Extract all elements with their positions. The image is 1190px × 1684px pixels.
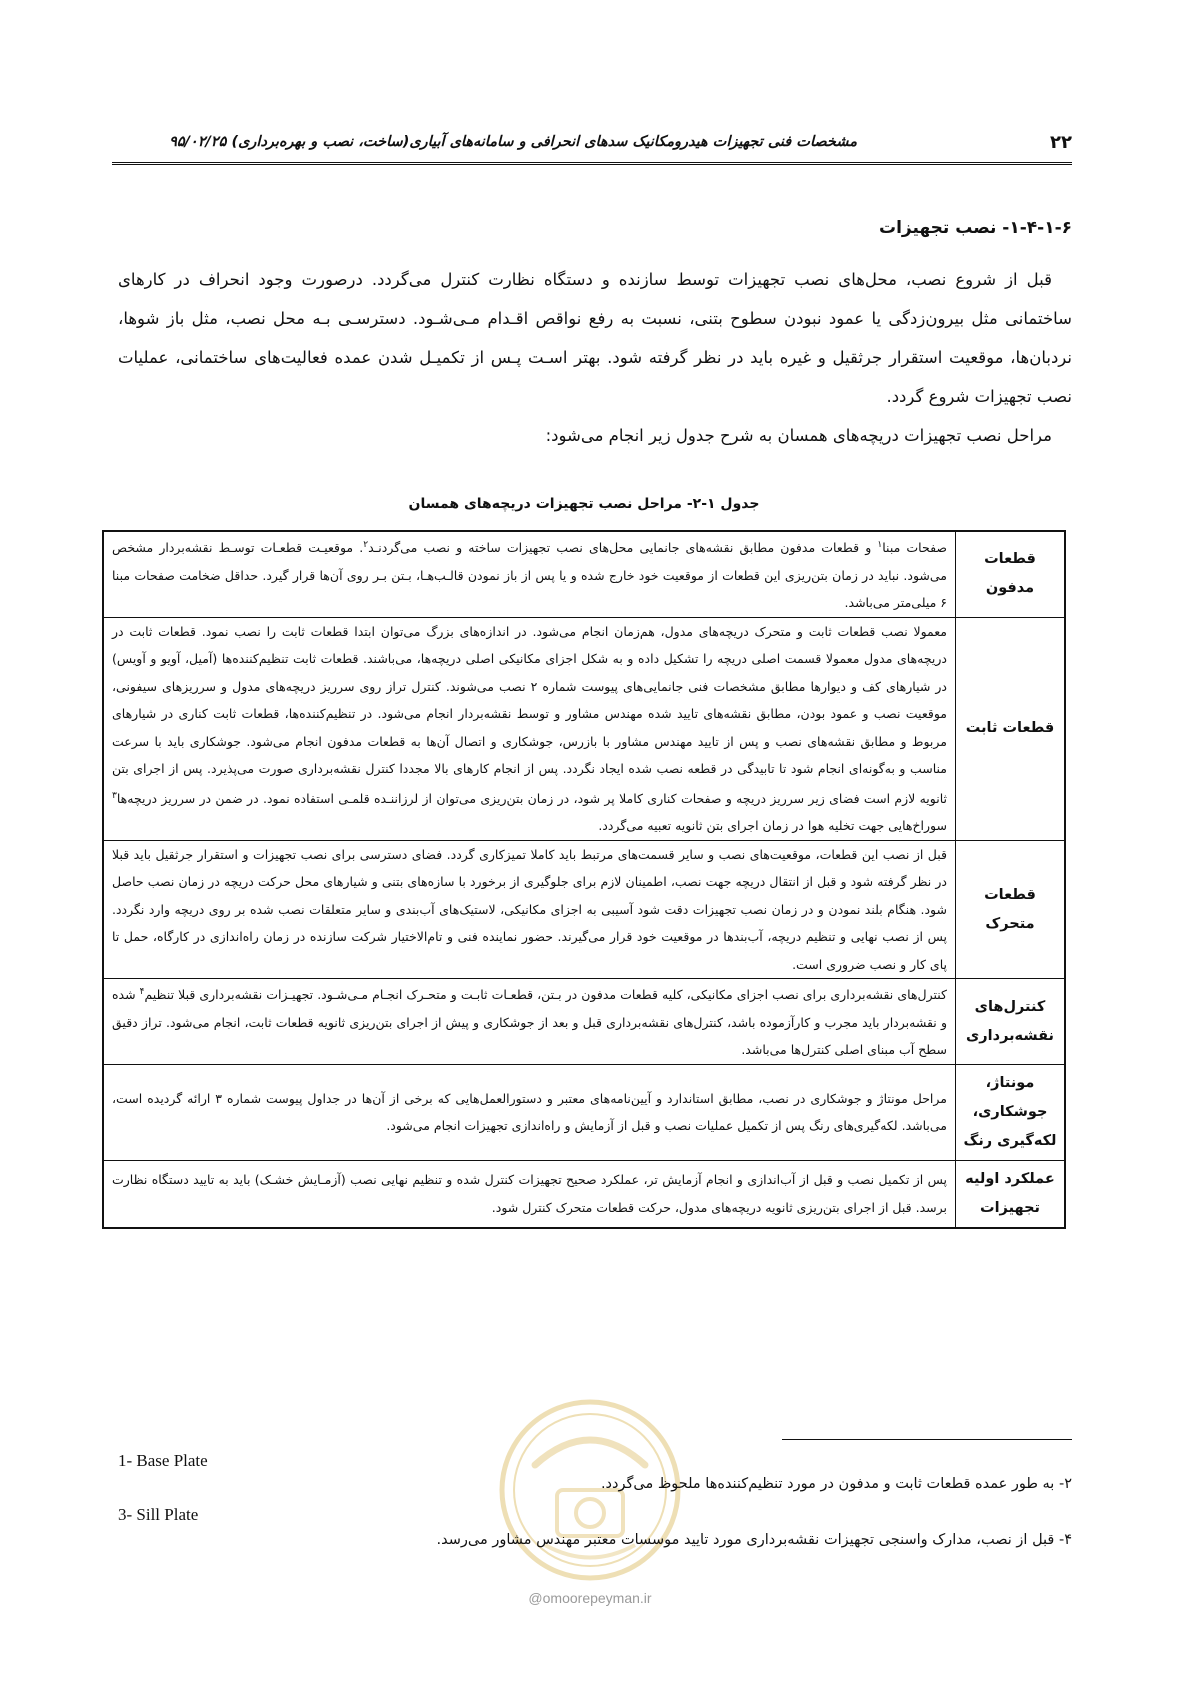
footnote-1: 1- Base Plate [118, 1451, 208, 1470]
paragraph-intro: قبل از شروع نصب، محل‌های نصب تجهیزات توسط سازنده و دستگاه نظارت کنترل می‌گردد. درصورت وجود انحراف در کارهای ساختمانی مثل بیرون‌زدگی یا عمود نبودن سطوح بتنی، نسبت به رفع نواقص اقـدام مـی‌شـود. دسترسـی بـه محل نصب، مثل باز شوها، نردبان‌ها، موقعیت استقرار جرثقیل و غیره باید در نظر گرفته شود. بهتر اسـت پـس از تکمیـل شدن عمده فعالیت‌های ساختمانی، عملیات نصب تجهیزات شروع گردد. [118, 270, 1072, 406]
row-category: قطعات مدفون [956, 531, 1066, 617]
page-number: ۲۲ [1050, 132, 1072, 153]
footnote-ref: ۱ [877, 540, 883, 550]
table-row [103, 840, 1065, 979]
footnote-2: ۲- به طور عمده قطعات ثابت و مدفون در مورد تنظیم‌کننده‌ها ملحوظ می‌گردد. [600, 1476, 1072, 1492]
row-description: قبل از نصب این قطعات، موقعیت‌های نصب و سایر قسمت‌های مرتبط باید کاملا تمیزکاری گردد. فضای دسترسی برای نصب تجهیزات و استقرار جرثقیل باید قبلا در نظر گرفته شود و قبل از انتقال دریچه جهت نصب، اطمینان لازم برای جلوگیری از برخورد با سازه‌های بتنی و شیارهای محل حرکت دریچه در زمان نصب حاصل شود. هنگام بلند نمودن و در زمان نصب تجهیزات دقت شود آسیبی به اجزای مکانیکی، لاستیک‌های آب‌بندی و سایر متعلقات نصب شده بر روی دریچه وارد نگردد. پس از نصب نهایی و تنظیم دریچه، آب‌بندها در موقعیت خود قرار می‌گیرند. حضور نماینده فنی و تام‌الاختیار شرکت سازنده در زمان راه‌اندازی در کارگاه، حمل تا پای کار و نصب ضروری است. [103, 840, 956, 979]
row-description: پس از تکمیل نصب و قبل از آب‌اندازی و انجام آزمایش تر، عملکرد صحیح تجهیزات کنترل شده و تنظیم نهایی نصب (آزمـایش خشـک) باید به تایید دستگاه نظارت برسد. قبل از اجرای بتن‌ریزی ثانویه دریچه‌های مدول، حرکت قطعات متحرک کنترل شود. [103, 1160, 956, 1228]
row-category: مونتاژ، جوشکاری، لکه‌گیری رنگ [956, 1064, 1066, 1160]
row-category: قطعات متحرک [956, 840, 1066, 979]
table-caption: جدول ۱-۲- مراحل نصب تجهیزات دریچه‌های همسان [408, 496, 760, 512]
row-category: عملکرد اولیه تجهیزات [956, 1160, 1066, 1228]
page-header [112, 128, 1072, 165]
footnote-4: ۴- قبل از نصب، مدارک واسنجی تجهیزات نقشه‌برداری مورد تایید موسسات معتبر مهندس مشاور می‌رسد. [436, 1532, 1072, 1548]
body-text [118, 260, 1072, 455]
table-row [103, 1064, 1065, 1160]
table-row [103, 1160, 1065, 1228]
section-heading: ۱-۴-۱-۶- نصب تجهیزات [879, 218, 1072, 238]
installation-steps-table [102, 530, 1066, 1229]
row-description: معمولا نصب قطعات ثابت و متحرک دریچه‌های مدول، هم‌زمان انجام می‌شود. در اندازه‌های بزرگ می‌توان ابتدا قطعات ثابت را نصب نمود. قطعات ثابت در دریچه‌های مدول معمولا قسمت اصلی دریچه را تشکیل داده و به شکل اجزای مکانیکی اصلی دریچه‌ها، می‌باشند. قطعات ثابت تنظیم‌کننده‌ها (آمیل، آویو و آویس) در شیارهای کف و دیوارها مطابق مشخصات فنی جانمایی‌های پیوست شماره ۲ نصب می‌شوند. کنترل تراز روی سرریز دریچه‌های مدول و سرریزهای سیفونی، موقعیت نصب و عمود بودن، مطابق نقشه‌های تایید شده مهندس مشاور و توسط نقشه‌بردار انجام می‌شود. در تنظیم‌کننده‌ها، قطعات ثابت کناری در شیارهای مربوط و مطابق نقشه‌های نصب و پس از تایید مهندس مشاور با بازرس، جوشکاری و اتصال آن‌ها به قطعات مدفون انجام می‌شود. جوشکاری باید با سرعت مناسب و به‌گونه‌ای انجام شود تا تابیدگی در قطعه نصب شده ایجاد نگردد. پس از انجام کارهای بالا مجددا کنترل نقشه‌برداری صورت می‌پذیرد. پس از اجرای بتن ثانویه لازم است فضای زیر سرریز دریچه و صفحات کناری کاملا پر شود، در زمان بتن‌ریزی می‌توان از لرزاننـده قلمـی استفاده نمود. در ضمن در سرریز دریچه‌ها$^۳$ سوراخ‌هایی جهت تخلیه هوا در زمان اجرای بتن ثانویه تعبیه می‌گردد. [103, 617, 956, 840]
footnote-ref: ۴ [139, 987, 145, 998]
paragraph-table-intro: مراحل نصب تجهیزات دریچه‌های همسان به شرح جدول زیر انجام می‌شود: [545, 426, 1052, 445]
table-row [103, 531, 1065, 617]
footnote-divider [782, 1439, 1072, 1440]
row-description: صفحات مبنا$^۱$ و قطعات مدفون مطابق نقشه‌های جانمایی محل‌های نصب تجهیزات ساخته و نصب می‌گردنـد$^۲$. موقعیـت قطعـات توسـط نقشه‌بردار مشخص می‌شود. نباید در زمان بتن‌ریزی این قطعات از موقعیت خود خارج شده و یا پس از باز نمودن قالـب‌هـا، بـتن بـر روی آن‌ها قرار گیرد. حداقل ضخامت صفحات مبنا ۶ میلی‌متر می‌باشد. [103, 531, 956, 617]
row-category: قطعات ثابت [956, 617, 1066, 840]
row-description: مراحل مونتاژ و جوشکاری در نصب، مطابق استاندارد و آیین‌نامه‌های معتبر و دستورالعمل‌هایی که برخی از آن‌ها در جداول پیوست شماره ۳ ارائه گردیده است، می‌باشد. لکه‌گیری‌های رنگ پس از تکمیل عملیات نصب و قبل از آزمایش و راه‌اندازی تجهیزات انجام می‌شود. [103, 1064, 956, 1160]
footnote-3: 3- Sill Plate [118, 1505, 199, 1524]
table-row [103, 617, 1065, 840]
footnote-ref: ۳ [112, 790, 117, 801]
table-row [103, 979, 1065, 1065]
row-description: کنترل‌های نقشه‌برداری برای نصب اجزای مکانیکی، کلیه قطعات مدفون در بـتن، قطعـات ثابـت و متحـرک انجـام مـی‌شـود. تجهیـزات نقشه‌برداری قبلا تنظیم$^۴$ شده و نقشه‌بردار باید مجرب و کارآزموده باشد، کنترل‌های نقشه‌برداری قبل و بعد از جوشکاری و پیش از اجرای بتن‌ریزی ثانویه قطعات ثابت، انجام می‌شود. تراز دقیق سطح آب مبنای اصلی کنترل‌ها می‌باشد. [103, 979, 956, 1065]
watermark-caption: @omoorepeyman.ir [528, 1590, 652, 1606]
running-title: مشخصات فنی تجهیزات هیدرومکانیک سدهای انحرافی و سامانه‌های آبیاری(ساخت، نصب و بهره‌برداری) ۹۵/۰۲/۲۵ [169, 134, 857, 150]
footnote-ref: ۲ [363, 540, 369, 550]
row-category: کنترل‌های نقشه‌برداری [956, 979, 1066, 1065]
